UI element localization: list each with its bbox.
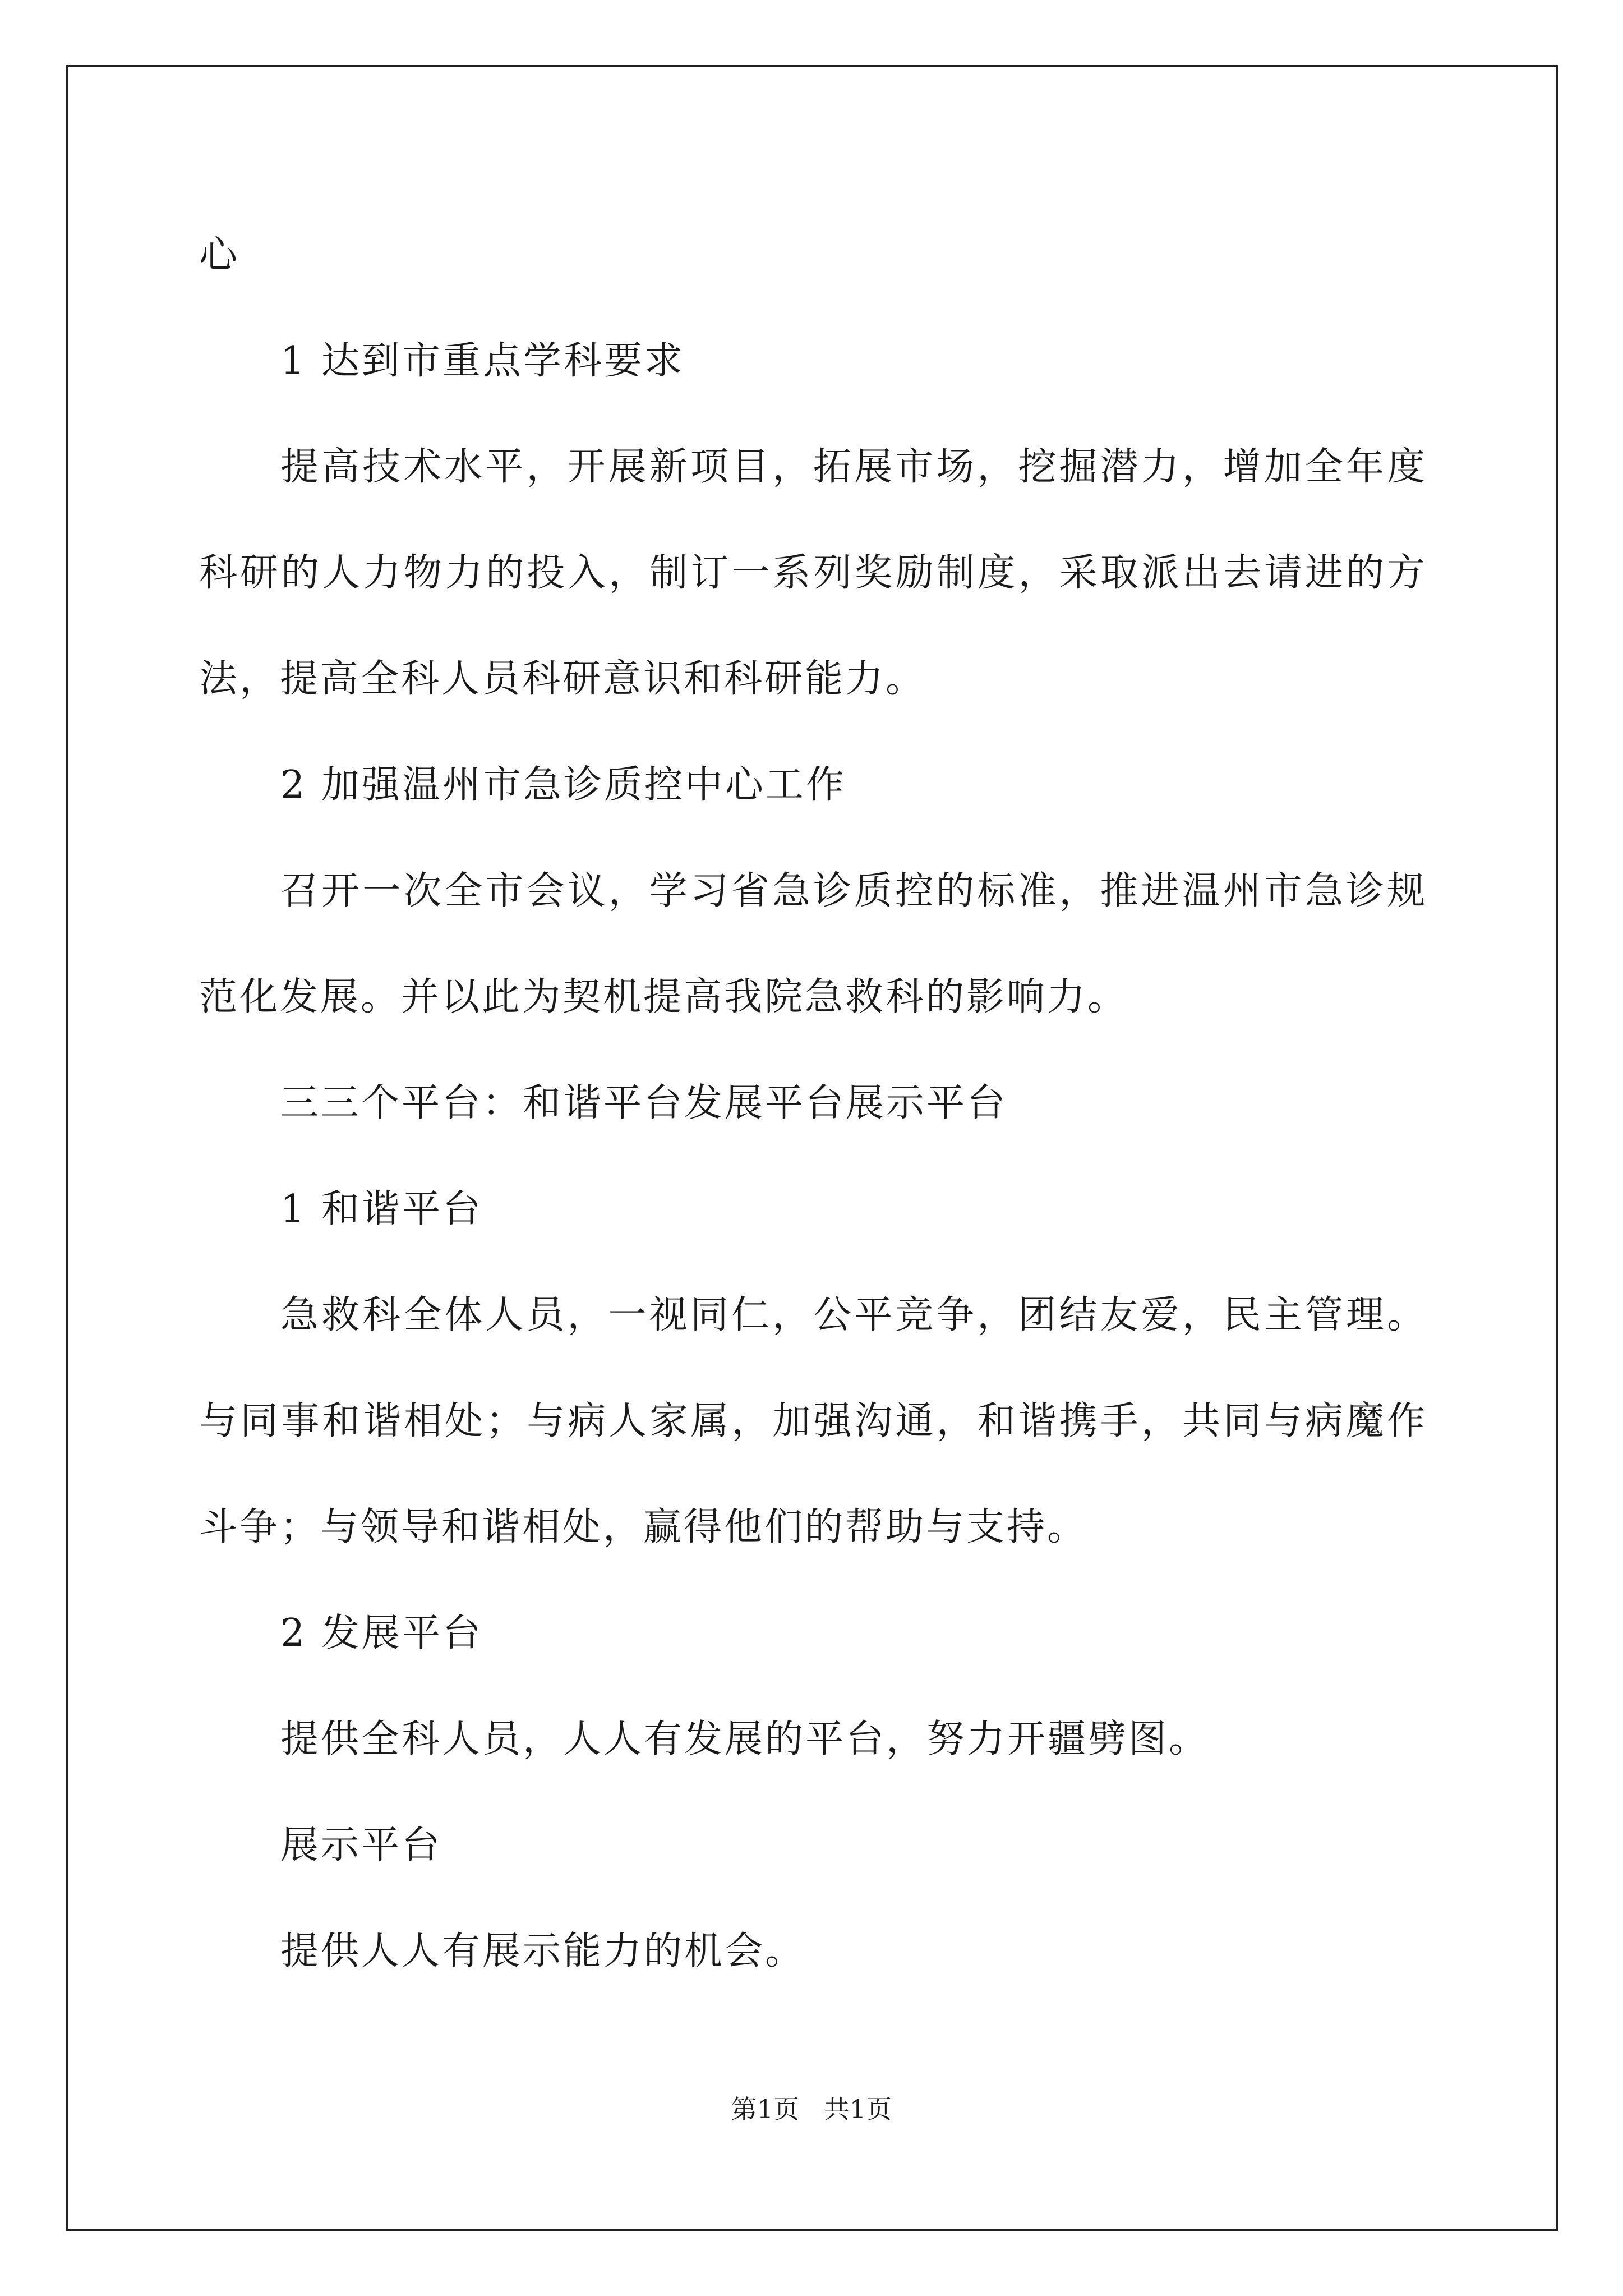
heading-quality-control: 2 加强温州市急诊质控中心工作 bbox=[280, 763, 846, 807]
paragraph-development: 提供全科人员，人人有发展的平台，努力开疆劈图。 bbox=[280, 1717, 1210, 1761]
document-body bbox=[199, 202, 1427, 2004]
paragraph-city-meeting: 召开一次全市会议，学习省急诊质控的标准，推进温州市急诊规范化发展。并以此为契机提高我院急救科的影响力。 bbox=[199, 869, 1427, 1019]
page-footer: 第1页 共1页 bbox=[731, 2094, 892, 2124]
paragraph-showcase: 提供人人有展示能力的机会。 bbox=[280, 1929, 806, 1973]
heading-showcase-platform: 展示平台 bbox=[280, 1823, 442, 1867]
heading-key-discipline: 1 达到市重点学科要求 bbox=[280, 339, 685, 383]
paragraph-research: 提高技术水平，开展新项目，拓展市场，挖掘潜力，增加全年度科研的人力物力的投入，制订一系列奖励制度，采取派出去请进的方法，提高全科人员科研意识和科研能力。 bbox=[199, 445, 1427, 701]
paragraph-harmony: 急救科全体人员，一视同仁，公平竞争，团结友爱，民主管理。与同事和谐相处；与病人家属，加强沟通，和谐携手，共同与病魔作斗争；与领导和谐相处，赢得他们的帮助与支持。 bbox=[199, 1293, 1427, 1549]
heading-three-platforms: 三三个平台：和谐平台发展平台展示平台 bbox=[280, 1081, 1008, 1125]
paragraph-continuation: 心 bbox=[199, 233, 240, 277]
heading-harmony-platform: 1 和谐平台 bbox=[280, 1187, 483, 1231]
heading-development-platform: 2 发展平台 bbox=[280, 1611, 483, 1655]
